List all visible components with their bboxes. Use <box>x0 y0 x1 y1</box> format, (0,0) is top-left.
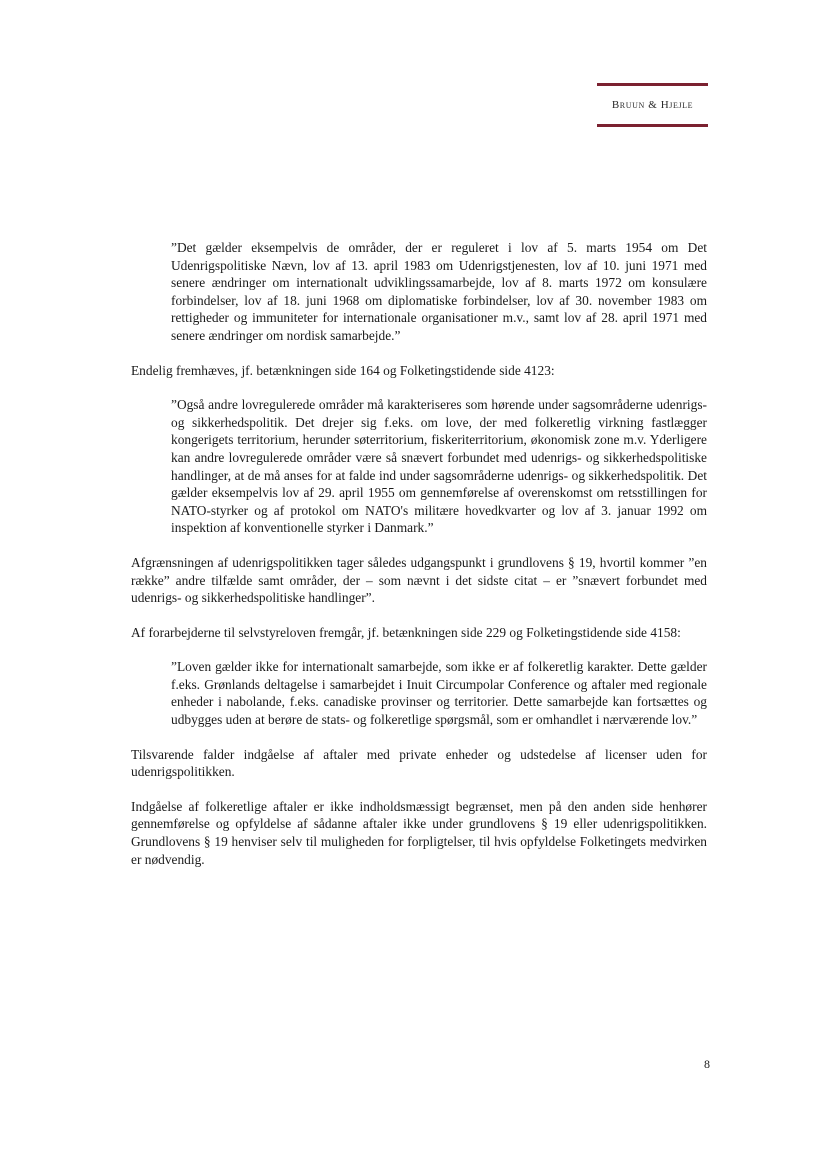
body-paragraph: Af forarbejderne til selvstyreloven fremgår, jf. betænkningen side 229 og Folketingstidende side 4158: <box>131 624 681 640</box>
letterhead-bottom-rule <box>597 124 708 127</box>
body-paragraph: Afgrænsningen af udenrigspolitikken tager således udgangspunkt i grundlovens § 19, hvortil kommer ”en række” andre tilfælde samt områder, der – som nævnt i det sidste citat – er ”snævert forbundet med udenrigs- og sikkerhedspolitiske handlinger”. <box>131 554 707 606</box>
page-number: 8 <box>704 1057 710 1071</box>
quote-paragraph: ”Også andre lovregulerede områder må karakteriseres som hørende under sagsområderne udenrigs- og sikkerhedspolitik. Det drejer sig f.eks. om love, der med folkeretlig virkning fastlægger kongerigets territorium, herunder søterritorium, fiskeriterritorium, økonomisk zone m.v. Yderligere kan andre lovregulerede områder være så snævert forbundet med udenrigs- og sikkerhedspolitiske handlinger, at de må anses for at falde ind under sagsområderne udenrigs- og sikkerhedspolitik. Det gælder eksempelvis lov af 29. april 1955 om gennemførelse af overenskomst om retsstillingen for NATO-styrker og af protokol om NATO's militære hovedkvarter og lov af 3. januar 1992 om inspektion af konventionelle styrker i Danmark.” <box>171 397 707 536</box>
document-body <box>131 239 707 885</box>
body-paragraph: Indgåelse af folkeretlige aftaler er ikke indholdsmæssigt begrænset, men på den anden side henhører gennemførelse og opfyldelse af sådanne aftaler ikke under grundlovens § 19 eller udenrigspolitikken. Grundlovens § 19 henviser selv til muligheden for forpligtelser, til hvis opfyldelse Folketingets medvirken er nødvendig. <box>131 798 707 867</box>
quote-paragraph: ”Loven gælder ikke for internationalt samarbejde, som ikke er af folkeretlig karakter. Dette gælder f.eks. Grønlands deltagelse i samarbejdet i Inuit Circumpolar Conference og aftaler med regionale enheder i nabolande, f.eks. canadiske provinser og territorier. Dette samarbejde kan fortsættes og udbygges uden at berøre de stats- og folkeretlige spørgsmål, som er omhandlet i nærværende lov.” <box>171 659 707 728</box>
firm-name: Bruun & Hjejle <box>611 99 694 111</box>
letterhead <box>597 83 708 127</box>
letterhead-top-rule <box>597 83 708 86</box>
body-paragraph: Tilsvarende falder indgåelse af aftaler med private enheder og udstedelse af licenser uden for udenrigspolitikken. <box>131 746 707 780</box>
quote-paragraph: ”Det gælder eksempelvis de områder, der er reguleret i lov af 5. marts 1954 om Det Udenrigspolitiske Nævn, lov af 13. april 1983 om Udenrigstjenesten, lov af 10. juni 1971 med senere ændringer om internationalt udviklingssamarbejde, lov af 8. marts 1972 om konsulære forbindelser, lov af 18. juni 1968 om diplomatiske forbindelser, lov af 30. november 1983 om rettigheder og immuniteter for internationale organisationer m.v., samt lov af 28. april 1971 med senere ændringer om nordisk samarbejde.” <box>171 240 707 343</box>
body-paragraph: Endelig fremhæves, jf. betænkningen side 164 og Folketingstidende side 4123: <box>131 362 555 378</box>
